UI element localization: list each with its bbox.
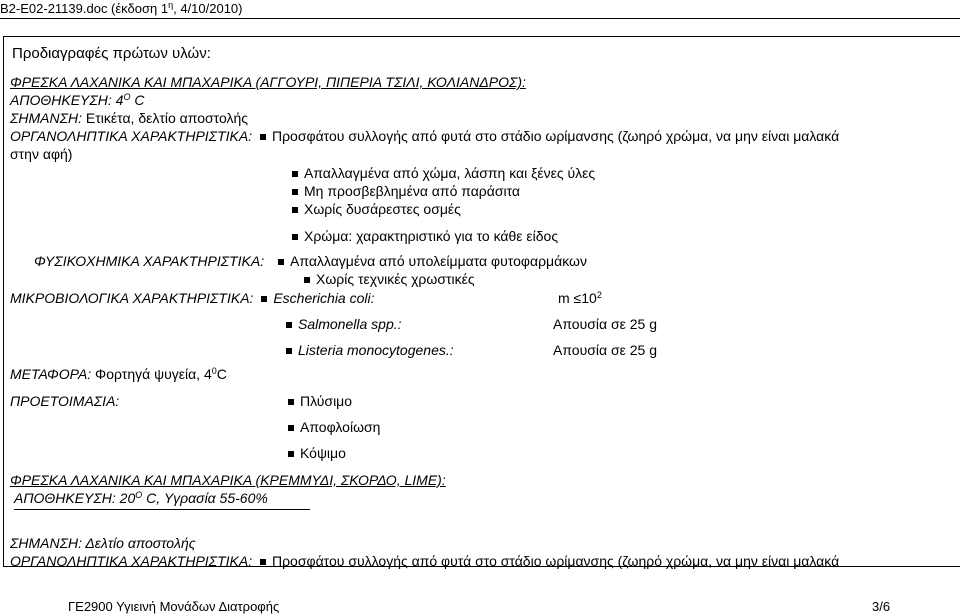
- section1-organoleptic: [10, 128, 839, 145]
- doc-title-sup: η: [168, 0, 174, 10]
- section1-marking: [10, 110, 248, 127]
- bullet-icon: [292, 171, 298, 177]
- prep-bullet-text: Αποφλοίωση: [300, 419, 381, 435]
- bullet-icon: [292, 189, 298, 195]
- bullet-icon: [292, 234, 298, 240]
- micro-limit-text: m ≤10: [558, 290, 597, 306]
- section2-storage: [14, 490, 268, 507]
- micro-limit: [558, 290, 602, 307]
- section1-transport: [10, 366, 227, 383]
- prep-label: ΠΡΟΕΤΟΙΜΑΣΙΑ:: [10, 393, 120, 409]
- micro-label: ΜΙΚΡΟΒΙΟΛΟΓΙΚΑ ΧΑΡΑΚΤΗΡΙΣΤΙΚΑ:: [10, 290, 254, 306]
- transport-unit: C: [216, 366, 227, 382]
- organo-value: Προσφάτου συλλογής από φυτά στο στάδιο ωρίμανσης (ζωηρό χρώμα, να μην είναι μαλακά: [271, 128, 840, 144]
- storage-unit: C: [130, 92, 145, 108]
- prep-bullet-text: Πλύσιμο: [300, 393, 353, 409]
- marking-label: ΣΗΜΑΝΣΗ:: [10, 535, 83, 551]
- organo-bullet-text: Χωρίς δυσάρεστες οσμές: [304, 201, 461, 217]
- bullet-icon: [288, 451, 294, 457]
- section1-storage: [10, 92, 144, 109]
- bullet-icon: [260, 559, 266, 565]
- section1-micro: [10, 290, 375, 307]
- doc-title-end: , 4/10/2010): [173, 1, 243, 16]
- bullet-icon: [278, 259, 284, 265]
- organo-bullet-text: Μη προσβεβλημένα από παράσιτα: [304, 183, 521, 199]
- bullet-icon: [286, 348, 292, 354]
- physchem-label: ΦΥΣΙΚΟΧΗΜΙΚΑ ΧΑΡΑΚΤΗΡΙΣΤΙΚΑ:: [34, 253, 265, 269]
- organo-label: ΟΡΓΑΝΟΛΗΠΤΙΚΑ ΧΑΡΑΚΤΗΡΙΣΤΙΚΑ:: [10, 128, 253, 144]
- section1-physchem: [34, 253, 587, 270]
- bullet-icon: [292, 207, 298, 213]
- marking-value: Ετικέτα, δελτίο αποστολής: [82, 110, 249, 126]
- storage-label: ΑΠΟΘΗΚΕΥΣΗ:: [14, 490, 116, 506]
- bullet-icon: [304, 277, 310, 283]
- micro-limit: Απουσία σε 25 g: [553, 342, 657, 358]
- micro-item: [286, 316, 402, 333]
- organo-bullet: [292, 165, 595, 182]
- prep-bullet: [288, 419, 380, 436]
- storage-sup: O: [135, 490, 143, 500]
- storage-sup: O: [123, 92, 131, 102]
- marking-value: Δελτίο αποστολής: [82, 535, 196, 551]
- section2-organoleptic: [10, 553, 839, 570]
- transport-sup: 0: [211, 366, 217, 376]
- box-top-border: [3, 36, 960, 37]
- organo-value: Προσφάτου συλλογής από φυτά στο στάδιο ωρίμανσης (ζωηρό χρώμα, να μην είναι μαλακά: [271, 553, 840, 569]
- physchem-bullet: [304, 271, 475, 288]
- transport-label: ΜΕΤΑΦΟΡΑ:: [10, 366, 92, 382]
- section1-title: ΦΡΕΣΚΑ ΛΑΧΑΝΙΚΑ ΚΑΙ ΜΠΑΧΑΡΙΚΑ (ΑΓΓΟΥΡΙ, ΠΙΠΕΡΙΑ ΤΣΙΛΙ, ΚΟΛΙΑΝΔΡΟΣ):: [10, 74, 526, 90]
- color-bullet-text: Χρώμα: χαρακτηριστικό για το κάθε είδος: [304, 228, 559, 244]
- footer-left: ΓΕ2900 Υγιεινή Μονάδων Διατροφής: [68, 599, 280, 614]
- bullet-icon: [261, 296, 267, 302]
- organo-label: ΟΡΓΑΝΟΛΗΠΤΙΚΑ ΧΑΡΑΚΤΗΡΙΣΤΙΚΑ:: [10, 553, 253, 569]
- prep-bullet-text: Κόψιμο: [300, 445, 346, 461]
- bullet-icon: [286, 322, 292, 328]
- marking-label: ΣΗΜΑΝΣΗ:: [10, 110, 83, 126]
- physchem-bullet-text: Χωρίς τεχνικές χρωστικές: [316, 271, 475, 287]
- section2-marking: [10, 535, 196, 552]
- organo-cont: στην αφή): [10, 146, 73, 162]
- color-bullet: [292, 228, 558, 245]
- storage-value: 20: [115, 490, 136, 506]
- section2-underline: [14, 509, 310, 510]
- organo-bullet: [292, 201, 461, 218]
- page-title: Προδιαγραφές πρώτων υλών:: [12, 45, 211, 62]
- storage-unit: C, Υγρασία 55-60%: [142, 490, 268, 506]
- prep-bullet: [288, 393, 352, 410]
- micro-limit-sup: 2: [596, 290, 602, 300]
- section2-title: ΦΡΕΣΚΑ ΛΑΧΑΝΙΚΑ ΚΑΙ ΜΠΑΧΑΡΙΚΑ (ΚΡΕΜΜΥΔΙ, ΣΚΟΡΔΟ, LIME):: [10, 472, 446, 488]
- organo-bullet: [292, 183, 520, 200]
- doc-title: B2-E02-21139.doc (έκδοση 1: [0, 1, 169, 16]
- storage-label: ΑΠΟΘΗΚΕΥΣΗ:: [10, 92, 112, 108]
- micro-organism: Salmonella spp.:: [298, 316, 402, 332]
- storage-value: 4: [111, 92, 124, 108]
- micro-limit: Απουσία σε 25 g: [553, 316, 657, 332]
- page-number: 3/6: [872, 599, 891, 614]
- micro-organism: Listeria monocytogenes.:: [298, 342, 454, 358]
- micro-item: [286, 342, 454, 359]
- bullet-icon: [288, 425, 294, 431]
- prep-bullet: [288, 445, 346, 462]
- bullet-icon: [260, 134, 266, 140]
- document-header: [0, 0, 243, 17]
- box-left-border: [3, 36, 4, 566]
- organo-bullet-text: Απαλλαγμένα από χώμα, λάσπη και ξένες ύλες: [304, 165, 596, 181]
- transport-value: Φορτηγά ψυγεία, 4: [91, 366, 212, 382]
- physchem-bullet-text: Απαλλαγμένα από υπολείμματα φυτοφαρμάκων: [290, 253, 587, 269]
- micro-organism: Escherichia coli:: [273, 290, 375, 306]
- header-rule: [0, 18, 960, 19]
- bullet-icon: [288, 399, 294, 405]
